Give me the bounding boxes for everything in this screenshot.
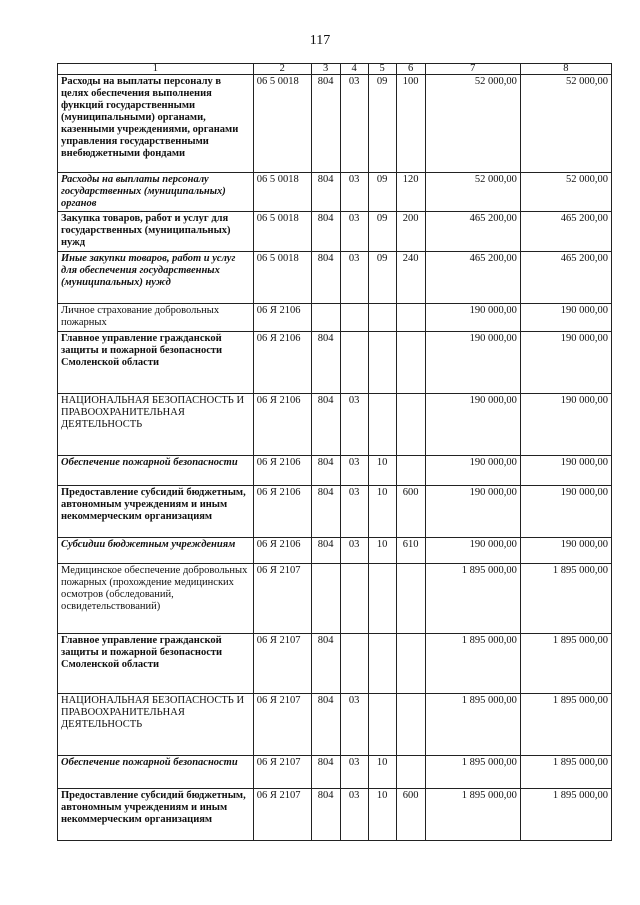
row-sum-year-1: 465 200,00 [425,212,520,252]
row-sum-year-2: 465 200,00 [520,252,611,304]
row-subsection: 10 [368,789,396,841]
row-grbs [311,304,340,332]
row-grbs: 804 [311,634,340,694]
row-grbs: 804 [311,756,340,789]
row-subsection: 10 [368,756,396,789]
row-name: Предоставление субсидий бюджетным, автономным учреждениям и иным некоммерческим организациям [58,486,254,538]
row-expense-type [396,394,425,456]
row-name: Личное страхование добровольных пожарных [58,304,254,332]
row-name: Субсидии бюджетным учреждениям [58,538,254,564]
row-target-article: 06 Я 2106 [253,394,311,456]
row-subsection [368,304,396,332]
row-expense-type: 610 [396,538,425,564]
row-sum-year-1: 190 000,00 [425,538,520,564]
row-name: Предоставление субсидий бюджетным, автономным учреждениям и иным некоммерческим организациям [58,789,254,841]
row-name: Расходы на выплаты персоналу государственных (муниципальных) органов [58,173,254,212]
table-row [58,75,612,173]
row-grbs: 804 [311,394,340,456]
row-sum-year-1: 190 000,00 [425,332,520,394]
row-section: 03 [340,756,368,789]
row-name: Главное управление гражданской защиты и пожарной безопасности Смоленской области [58,332,254,394]
row-expense-type: 600 [396,789,425,841]
row-sum-year-1: 52 000,00 [425,173,520,212]
row-expense-type: 100 [396,75,425,173]
row-sum-year-2: 190 000,00 [520,304,611,332]
row-sum-year-1: 1 895 000,00 [425,789,520,841]
header-col-7: 7 [425,64,520,75]
row-grbs: 804 [311,332,340,394]
row-sum-year-2: 190 000,00 [520,456,611,486]
row-sum-year-2: 1 895 000,00 [520,756,611,789]
row-section: 03 [340,456,368,486]
row-target-article: 06 Я 2106 [253,486,311,538]
row-name: Обеспечение пожарной безопасности [58,756,254,789]
table-row [58,252,612,304]
row-target-article: 06 5 0018 [253,212,311,252]
row-subsection: 10 [368,538,396,564]
row-grbs: 804 [311,789,340,841]
row-target-article: 06 Я 2106 [253,332,311,394]
row-sum-year-1: 1 895 000,00 [425,634,520,694]
row-expense-type [396,634,425,694]
row-subsection: 09 [368,212,396,252]
row-subsection: 09 [368,75,396,173]
row-grbs: 804 [311,486,340,538]
row-sum-year-2: 1 895 000,00 [520,564,611,634]
row-expense-type [396,304,425,332]
row-section [340,304,368,332]
table-row [58,634,612,694]
header-col-8: 8 [520,64,611,75]
row-sum-year-1: 52 000,00 [425,75,520,173]
row-section [340,332,368,394]
row-target-article: 06 Я 2107 [253,756,311,789]
row-name: НАЦИОНАЛЬНАЯ БЕЗОПАСНОСТЬ И ПРАВООХРАНИТЕЛЬНАЯ ДЕЯТЕЛЬНОСТЬ [58,394,254,456]
row-expense-type [396,756,425,789]
row-expense-type [396,564,425,634]
row-subsection: 10 [368,486,396,538]
table-row [58,789,612,841]
table-row [58,564,612,634]
row-expense-type [396,694,425,756]
row-sum-year-2: 52 000,00 [520,173,611,212]
row-section: 03 [340,486,368,538]
header-col-3: 3 [311,64,340,75]
page-number: 117 [309,33,331,48]
header-col-2: 2 [253,64,311,75]
row-expense-type [396,332,425,394]
row-name: Иные закупки товаров, работ и услуг для обеспечения государственных (муниципальных) нужд [58,252,254,304]
header-col-1: 1 [58,64,254,75]
row-sum-year-2: 190 000,00 [520,538,611,564]
row-grbs: 804 [311,212,340,252]
row-sum-year-1: 1 895 000,00 [425,564,520,634]
row-grbs: 804 [311,252,340,304]
row-section: 03 [340,75,368,173]
table-row [58,538,612,564]
table-row [58,756,612,789]
row-target-article: 06 Я 2106 [253,304,311,332]
row-target-article: 06 Я 2107 [253,789,311,841]
row-subsection: 09 [368,173,396,212]
row-sum-year-2: 1 895 000,00 [520,694,611,756]
row-subsection: 10 [368,456,396,486]
row-subsection [368,694,396,756]
row-sum-year-1: 190 000,00 [425,456,520,486]
row-grbs: 804 [311,456,340,486]
row-expense-type: 120 [396,173,425,212]
row-name: Закупка товаров, работ и услуг для государственных (муниципальных) нужд [58,212,254,252]
row-sum-year-1: 1 895 000,00 [425,694,520,756]
table-row [58,394,612,456]
row-name: Обеспечение пожарной безопасности [58,456,254,486]
table-row [58,694,612,756]
row-section: 03 [340,538,368,564]
row-sum-year-2: 190 000,00 [520,332,611,394]
table-row [58,332,612,394]
row-name: НАЦИОНАЛЬНАЯ БЕЗОПАСНОСТЬ И ПРАВООХРАНИТЕЛЬНАЯ ДЕЯТЕЛЬНОСТЬ [58,694,254,756]
row-target-article: 06 Я 2107 [253,564,311,634]
row-grbs: 804 [311,694,340,756]
row-section: 03 [340,173,368,212]
row-grbs: 804 [311,75,340,173]
row-section: 03 [340,212,368,252]
row-section: 03 [340,252,368,304]
row-sum-year-1: 465 200,00 [425,252,520,304]
row-subsection [368,332,396,394]
table-row [58,456,612,486]
row-expense-type [396,456,425,486]
row-target-article: 06 Я 2106 [253,538,311,564]
row-sum-year-2: 1 895 000,00 [520,634,611,694]
header-col-6: 6 [396,64,425,75]
table-row [58,212,612,252]
row-expense-type: 200 [396,212,425,252]
row-section [340,634,368,694]
row-target-article: 06 5 0018 [253,173,311,212]
row-section: 03 [340,789,368,841]
row-expense-type: 600 [396,486,425,538]
row-sum-year-1: 1 895 000,00 [425,756,520,789]
row-sum-year-1: 190 000,00 [425,486,520,538]
row-sum-year-1: 190 000,00 [425,304,520,332]
row-sum-year-2: 1 895 000,00 [520,789,611,841]
row-grbs: 804 [311,538,340,564]
row-grbs: 804 [311,173,340,212]
row-sum-year-2: 52 000,00 [520,75,611,173]
header-col-4: 4 [340,64,368,75]
row-sum-year-1: 190 000,00 [425,394,520,456]
row-subsection [368,634,396,694]
row-subsection [368,394,396,456]
row-expense-type: 240 [396,252,425,304]
row-target-article: 06 Я 2107 [253,694,311,756]
table-row [58,173,612,212]
row-target-article: 06 Я 2106 [253,456,311,486]
row-subsection: 09 [368,252,396,304]
row-subsection [368,564,396,634]
row-grbs [311,564,340,634]
table-row [58,486,612,538]
row-section: 03 [340,394,368,456]
row-name: Расходы на выплаты персоналу в целях обеспечения выполнения функций государственными (муниципальными) органами, казенными учреждениями, органами управления государственными внебюджетными фондами [58,75,254,173]
row-sum-year-2: 465 200,00 [520,212,611,252]
row-target-article: 06 5 0018 [253,252,311,304]
header-row [58,64,612,75]
row-section [340,564,368,634]
row-sum-year-2: 190 000,00 [520,486,611,538]
row-name: Главное управление гражданской защиты и пожарной безопасности Смоленской области [58,634,254,694]
row-section: 03 [340,694,368,756]
row-sum-year-2: 190 000,00 [520,394,611,456]
row-name: Медицинское обеспечение добровольных пожарных (прохождение медицинских осмотров (обследований, освидетельствований) [58,564,254,634]
row-target-article: 06 5 0018 [253,75,311,173]
budget-table [57,63,612,841]
table-row [58,304,612,332]
header-col-5: 5 [368,64,396,75]
row-target-article: 06 Я 2107 [253,634,311,694]
